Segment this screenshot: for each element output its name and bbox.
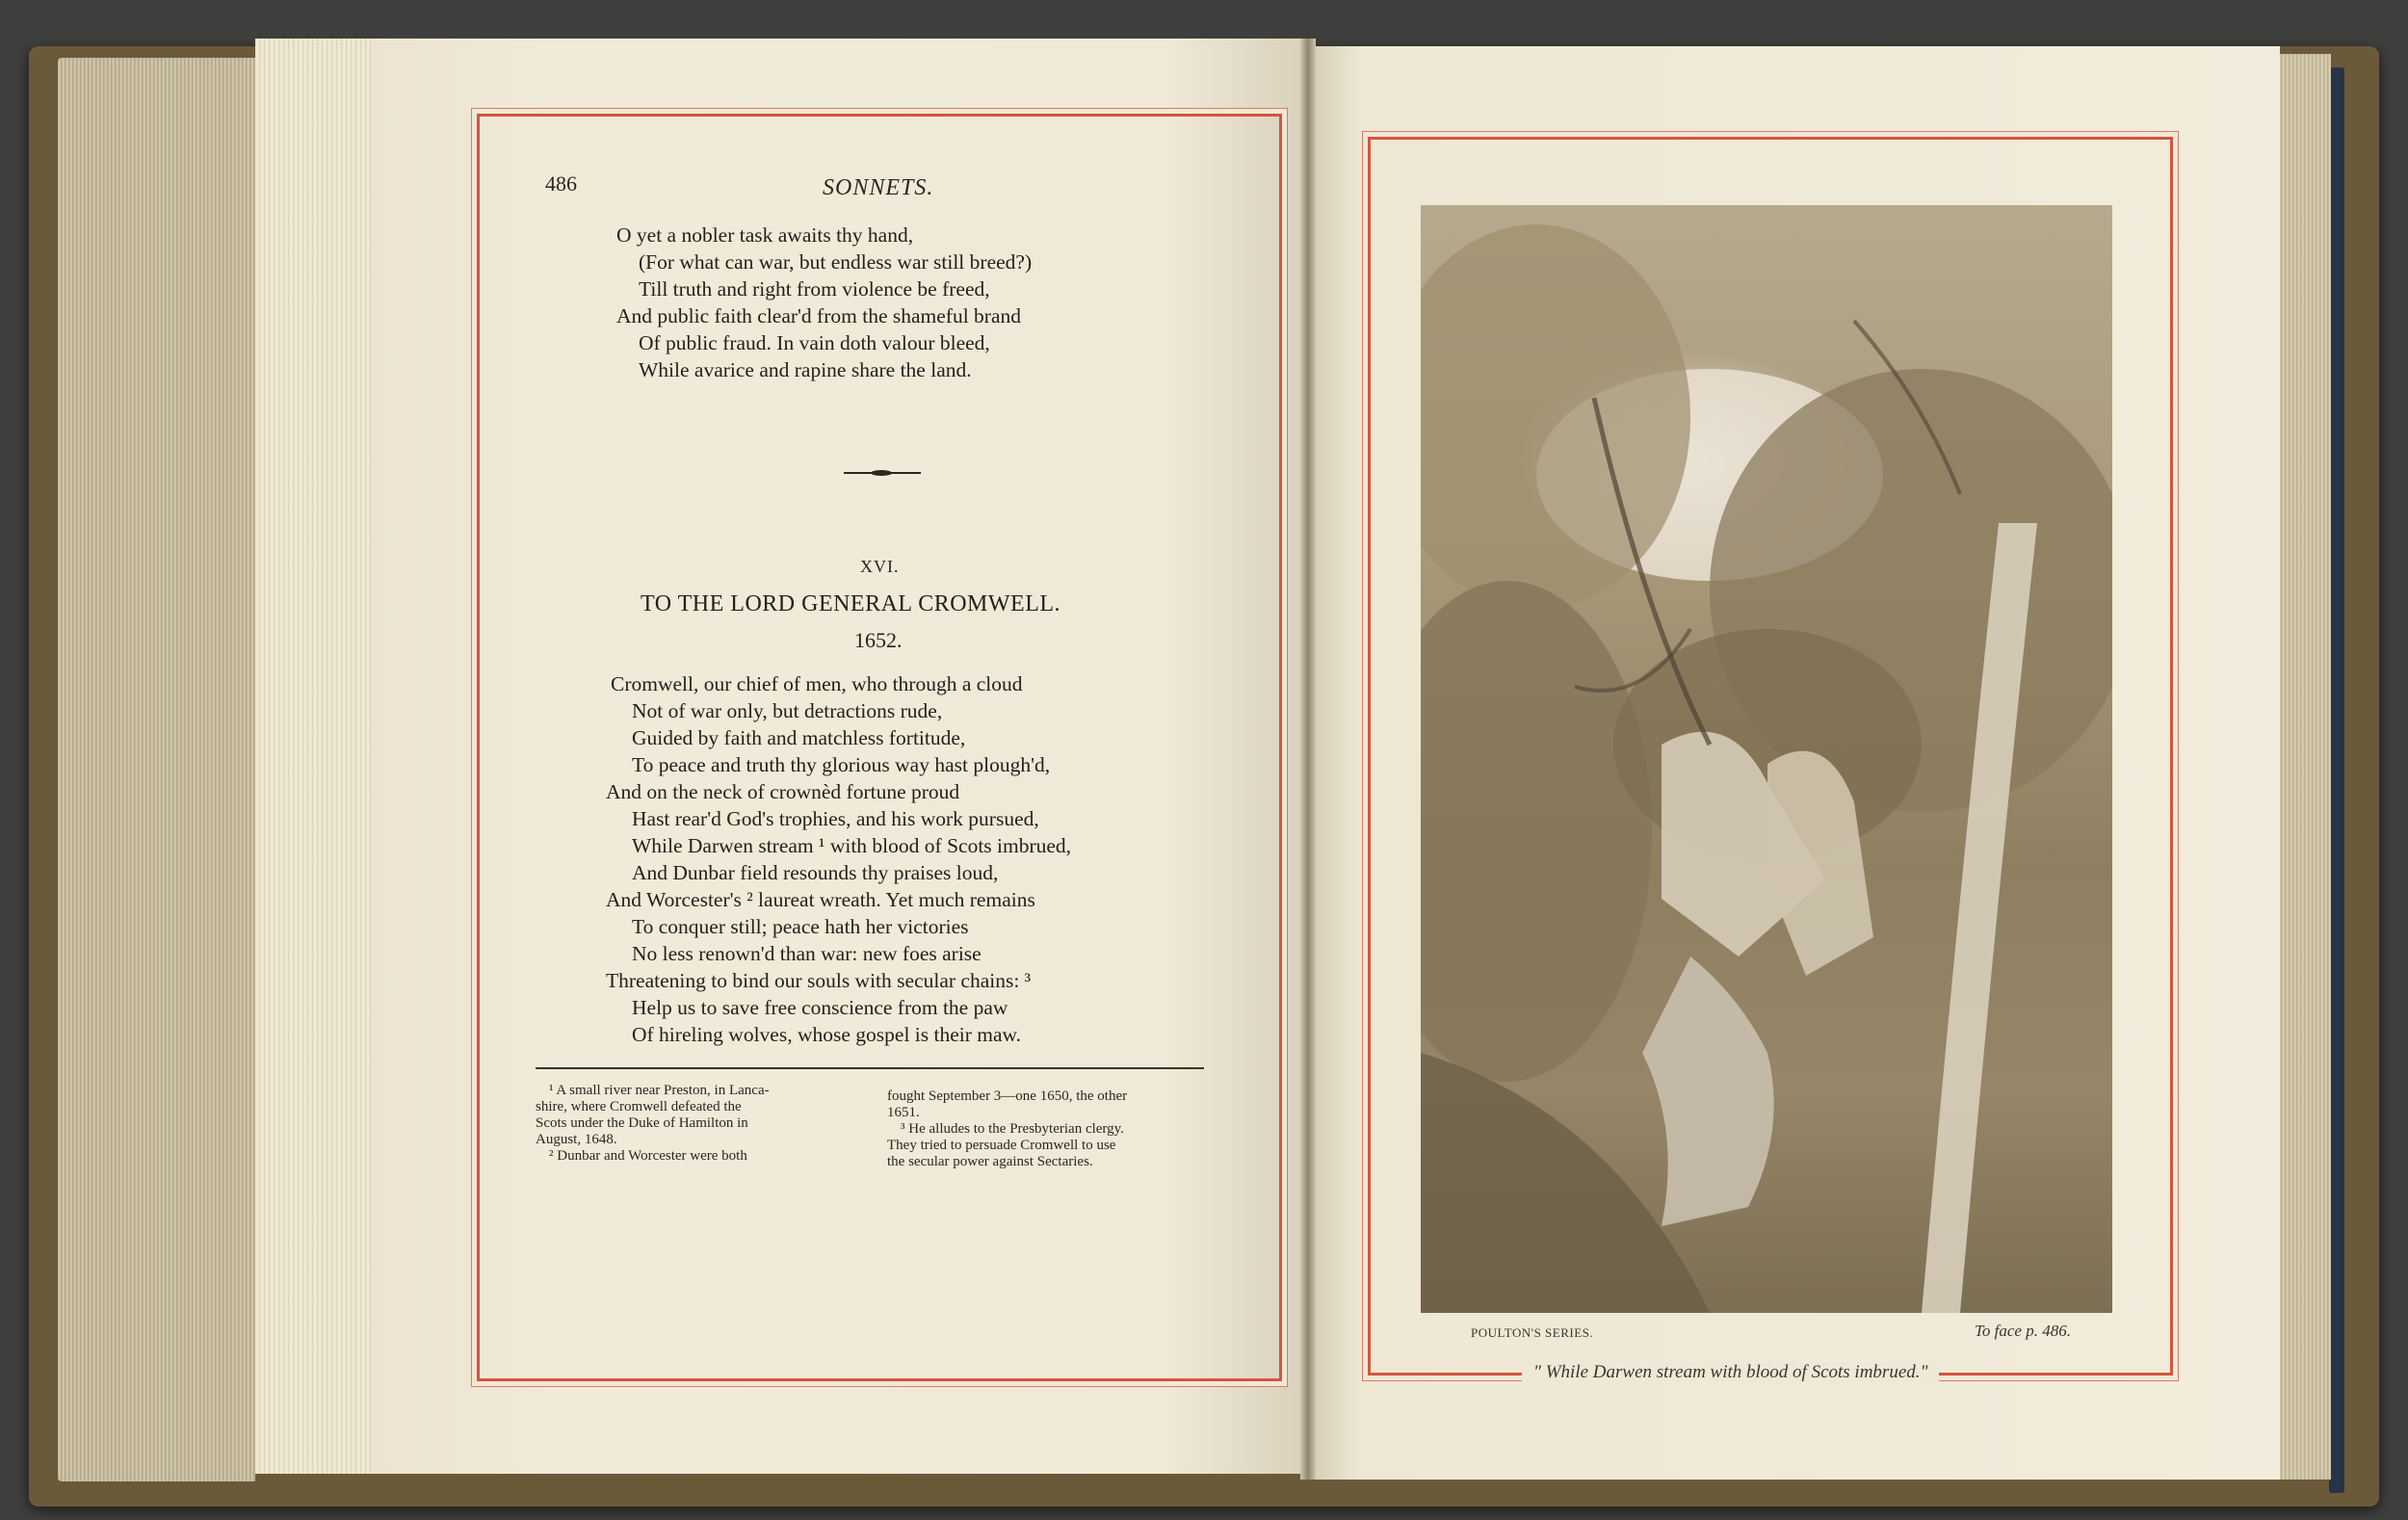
poem-line: Guided by faith and matchless fortitude, bbox=[632, 726, 966, 749]
footnote-line: fought September 3—one 1650, the other bbox=[887, 1088, 1128, 1104]
photo-illustration bbox=[1421, 205, 2112, 1313]
poem-line: Cromwell, our chief of men, who through a cloud bbox=[611, 672, 1023, 695]
footnote-line: They tried to persuade Cromwell to use bbox=[887, 1138, 1116, 1153]
page-number: 486 bbox=[545, 171, 577, 196]
sonnet-numeral: XVI. bbox=[860, 557, 900, 576]
poem-line: To peace and truth thy glorious way hast plough'd, bbox=[632, 753, 1051, 776]
book-gutter bbox=[1300, 39, 1316, 1480]
series-label: POULTON'S SERIES. bbox=[1471, 1325, 1594, 1340]
book-spine bbox=[2329, 67, 2344, 1493]
footnote-line: ³ He alludes to the Presbyterian clergy. bbox=[901, 1121, 1124, 1137]
footnote-line: 1651. bbox=[887, 1105, 920, 1120]
sonnet-title: TO THE LORD GENERAL CROMWELL. bbox=[641, 591, 1061, 616]
poem-line: Of public fraud. In vain doth valour bleed, bbox=[639, 331, 990, 354]
page-edges-left bbox=[58, 58, 255, 1481]
footnote-line: Scots under the Duke of Hamilton in bbox=[536, 1115, 748, 1131]
facing-page-label: To face p. 486. bbox=[1975, 1322, 2071, 1340]
poem-line: While Darwen stream ¹ with blood of Scots imbrued, bbox=[632, 834, 1072, 857]
running-head: SONNETS. bbox=[823, 175, 934, 200]
photo-caption: " While Darwen stream with blood of Scots imbrued." bbox=[1522, 1362, 1939, 1383]
page-edges-left-inner bbox=[255, 39, 371, 1474]
footnote-line: ² Dunbar and Worcester were both bbox=[549, 1148, 747, 1164]
page-edges-right bbox=[2278, 54, 2331, 1480]
poem-line: Help us to save free conscience from the paw bbox=[632, 996, 1008, 1019]
poem-line: Hast rear'd God's trophies, and his work pursued, bbox=[632, 807, 1039, 830]
poem-line: And on the neck of crownèd fortune proud bbox=[606, 780, 960, 803]
poem-line: No less renown'd than war: new foes arise bbox=[632, 942, 982, 965]
poem-line: And Worcester's ² laureat wreath. Yet much remains bbox=[606, 888, 1035, 911]
poem-line: While avarice and rapine share the land. bbox=[639, 358, 972, 381]
footnote-rule bbox=[536, 1067, 1204, 1069]
poem-line: And Dunbar field resounds thy praises loud, bbox=[632, 861, 999, 884]
poem-line: Threatening to bind our souls with secular chains: ³ bbox=[606, 969, 1032, 992]
landscape-photograph bbox=[1421, 205, 2112, 1313]
footnote-line: the secular power against Sectaries. bbox=[887, 1154, 1093, 1169]
poem-line: And public faith clear'd from the shameful brand bbox=[616, 304, 1021, 328]
poem-line: Of hireling wolves, whose gospel is their maw. bbox=[632, 1023, 1022, 1046]
section-ornament bbox=[844, 468, 921, 478]
poem-line: O yet a nobler task awaits thy hand, bbox=[616, 223, 914, 247]
poem-line: Not of war only, but detractions rude, bbox=[632, 699, 943, 722]
footnote-line: August, 1648. bbox=[536, 1132, 617, 1147]
poem-line: To conquer still; peace hath her victories bbox=[632, 915, 969, 938]
poem-line: (For what can war, but endless war still breed?) bbox=[639, 250, 1033, 274]
poem-line: Till truth and right from violence be freed, bbox=[639, 277, 990, 301]
footnote-line: ¹ A small river near Preston, in Lanca- bbox=[549, 1083, 770, 1098]
sonnet-year: 1652. bbox=[854, 628, 903, 652]
footnote-line: shire, where Cromwell defeated the bbox=[536, 1099, 742, 1114]
